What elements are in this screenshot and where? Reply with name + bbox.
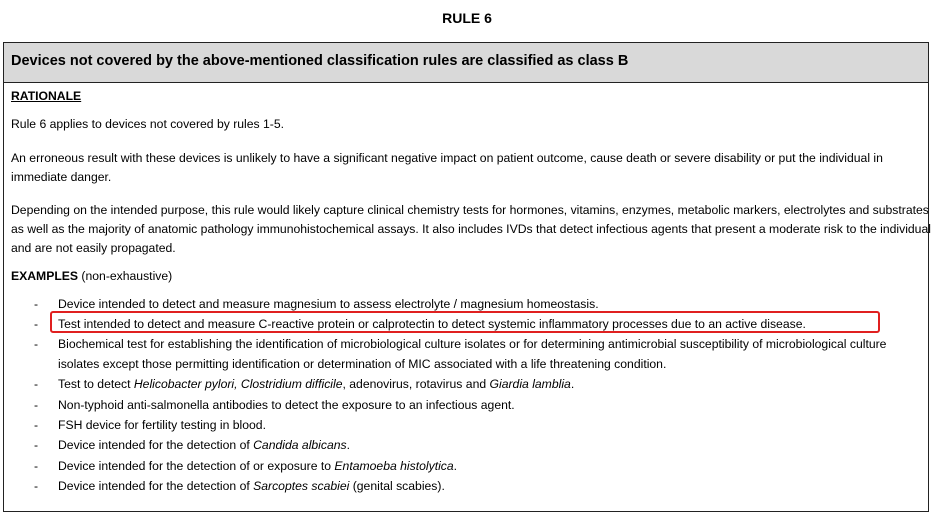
rule-heading: RULE 6 <box>442 10 492 26</box>
rationale-paragraph-3: Depending on the intended purpose, this rule would likely capture clinical chemistry tests for hormones, vitamins, enzymes, metabolic markers, electrolytes and substrates as well as the majority of anatomic pathology immunohistochemical assays. It also includes IVDs that detect infectious agents that present a moderate risk to the individual and are not easily propagated. <box>11 203 931 255</box>
list-item: Device intended for the detection of or exposure to Entamoeba histolytica. <box>58 459 458 473</box>
list-item: Biochemical test for establishing the identification of microbiological culture isolates or for determining antimicrobial susceptibility of microbiological culture isolates except those permitting identification or determination of MIC associated with a life threatening condition. <box>58 337 887 371</box>
examples-qualifier: (non-exhaustive) <box>78 269 173 283</box>
rule-box <box>3 42 929 512</box>
list-item: Non-typhoid anti-salmonella antibodies to detect the exposure to an infectious agent. <box>58 398 515 412</box>
examples-label <box>11 267 172 286</box>
list-item: Device intended for the detection of Sarcoptes scabiei (genital scabies). <box>58 479 445 493</box>
rule-box-title: Devices not covered by the above-mentioned classification rules are classified as class B <box>11 53 629 69</box>
rationale-paragraph-1: Rule 6 applies to devices not covered by rules 1-5. <box>11 117 285 131</box>
list-dash: - <box>34 337 39 351</box>
list-item: Test to detect Helicobacter pylori, Clostridium difficile, adenovirus, rotavirus and Giardia lamblia. <box>58 377 575 391</box>
list-dash: - <box>34 459 39 473</box>
list-dash: - <box>34 297 39 311</box>
list-dash: - <box>34 398 39 412</box>
list-dash: - <box>34 438 39 452</box>
list-dash: - <box>34 479 39 493</box>
rule-box-header <box>4 43 928 83</box>
examples-heading: EXAMPLES <box>11 269 79 283</box>
list-item: FSH device for fertility testing in blood. <box>58 418 266 432</box>
rationale-paragraph-2: An erroneous result with these devices is unlikely to have a significant negative impact on patient outcome, cause death or severe disability or put the individual in immediate danger. <box>11 151 883 184</box>
list-item: Device intended to detect and measure magnesium to assess electrolyte / magnesium homeostasis. <box>58 297 599 311</box>
list-dash: - <box>34 418 39 432</box>
rationale-heading: RATIONALE <box>11 89 82 103</box>
list-dash: - <box>34 377 39 391</box>
list-dash: - <box>34 317 39 331</box>
list-item-highlighted: Test intended to detect and measure C-reactive protein or calprotectin to detect systemic inflammatory processes due to an active disease. <box>58 317 806 331</box>
list-item: Device intended for the detection of Candida albicans. <box>58 438 351 452</box>
